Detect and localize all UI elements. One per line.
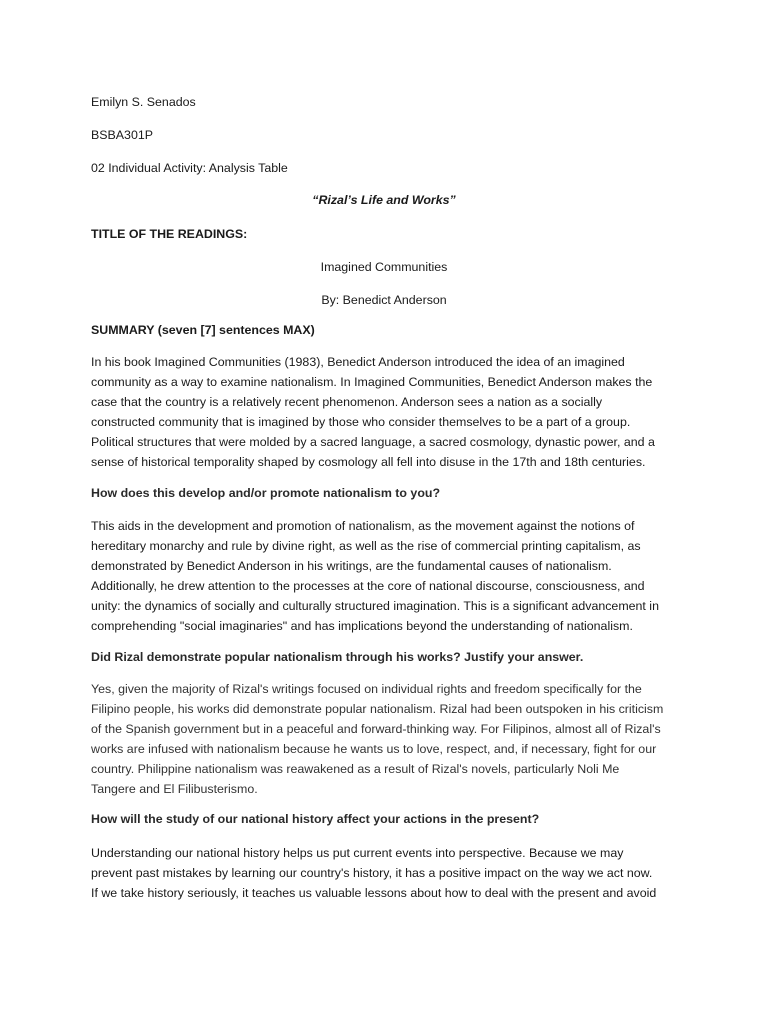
answer-1-line: This aids in the development and promotion of nationalism, as the movement against the notions of xyxy=(91,519,635,533)
summary-heading: SUMMARY (seven [7] sentences MAX) xyxy=(91,323,315,337)
answer-2-line: Yes, given the majority of Rizal's writings focused on individual rights and freedom specifically for the xyxy=(91,682,642,696)
reading-title: Imagined Communities xyxy=(320,260,448,274)
summary-line: case that the country is a relatively recent phenomenon. Anderson sees a nation as a socially xyxy=(91,395,603,409)
reading-author: By: Benedict Anderson xyxy=(321,293,447,307)
summary-paragraph xyxy=(91,352,677,472)
answer-1-line: comprehending "social imaginaries" and has implications beyond the understanding of nationalism. xyxy=(91,619,633,633)
student-section: BSBA301P xyxy=(91,128,153,142)
answer-2-line: of the Spanish government but in a peaceful and forward-thinking way. For Filipinos, almost all of Rizal's xyxy=(91,722,661,736)
student-name: Emilyn S. Senados xyxy=(91,95,196,109)
answer-1-line: demonstrated by Benedict Anderson in his writings, are the fundamental causes of nationalism. xyxy=(91,559,612,573)
question-3: How will the study of our national history affect your actions in the present? xyxy=(91,812,540,826)
answer-1-line: hereditary monarchy and rule by divine right, as well as the rise of commercial printing capitalism, as xyxy=(91,539,641,553)
readings-label: TITLE OF THE READINGS: xyxy=(91,227,248,241)
document-title: “Rizal’s Life and Works” xyxy=(312,193,456,207)
answer-2-line: Filipino people, his works did demonstrate popular nationalism. Rizal had been outspoken in his criticism xyxy=(91,702,664,716)
summary-line: constructed community that is imagined by those who consider themselves to be a part of a group. xyxy=(91,415,631,429)
summary-line: Political structures that were molded by a sacred language, a sacred cosmology, dynastic power, and a xyxy=(91,435,655,449)
answer-3-line: If we take history seriously, it teaches us valuable lessons about how to deal with the present and avoid xyxy=(91,886,657,900)
answer-1-line: unity: the dynamics of socially and culturally structured imagination. This is a significant advancement in xyxy=(91,599,659,613)
answer-3-line: prevent past mistakes by learning our country's history, it has a positive impact on the way we act now. xyxy=(91,866,653,880)
summary-line: In his book Imagined Communities (1983), Benedict Anderson introduced the idea of an imagined xyxy=(91,355,625,369)
answer-2-line: works are infused with nationalism because he wants us to love, respect, and, if necessary, fight for our xyxy=(91,742,657,756)
question-1: How does this develop and/or promote nationalism to you? xyxy=(91,486,441,500)
answer-3-paragraph xyxy=(91,843,677,903)
question-2: Did Rizal demonstrate popular nationalism through his works? Justify your answer. xyxy=(91,650,584,664)
summary-line: sense of historical temporality shaped by cosmology all fell into disuse in the 17th and 18th centuries. xyxy=(91,455,646,469)
answer-3-line: Understanding our national history helps us put current events into perspective. Because we may xyxy=(91,846,624,860)
answer-1-paragraph xyxy=(91,516,677,636)
answer-2-line: Tangere and El Filibusterismo. xyxy=(91,782,258,796)
activity-title: 02 Individual Activity: Analysis Table xyxy=(91,161,288,175)
answer-2-paragraph xyxy=(91,679,677,799)
summary-line: community as a way to examine nationalism. In Imagined Communities, Benedict Anderson makes the xyxy=(91,375,653,389)
answer-2-line: country. Philippine nationalism was reawakened as a result of Rizal's novels, particularly Noli Me xyxy=(91,762,620,776)
answer-1-line: Additionally, he drew attention to the processes at the core of national discourse, consciousness, and xyxy=(91,579,645,593)
